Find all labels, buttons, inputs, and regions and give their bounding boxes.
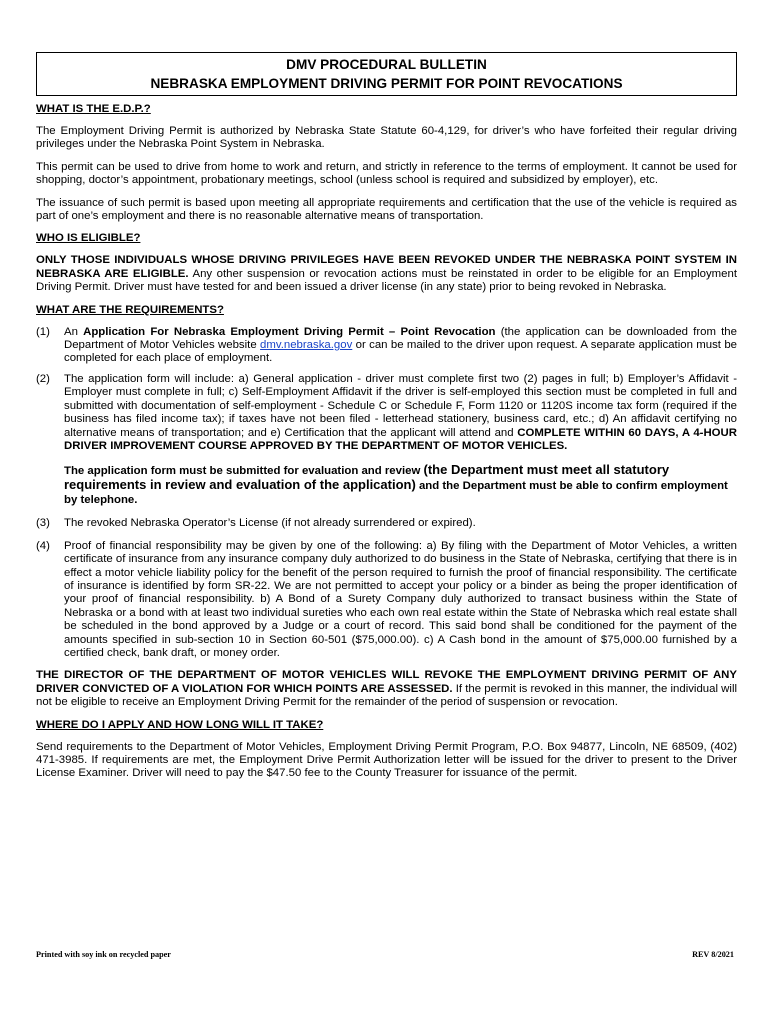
requirement-text: Proof of financial responsibility may be given by one of the following: a) By filing with the Department of Motor Vehicles, a written certificate of insurance from any insurance company duly authorized to do business in the State of Nebraska, certifying that there is in effect a motor vehicle liability policy for the benefit of the person required to furnish the proof of financial responsibility. The certificate of insurance is identified by form SR-22. We are not permitted to accept your policy or a binder as being the proper identification of your proof of financial responsibility. b) A Bond of a Surety Company duly authorized to transact business within the State of Nebraska or a bond with at least two individual sureties who each own real estate within the State of Nebraska which real estate shall be scheduled in the bond approved by a Judge or a court of record. This said bond shall be conditioned for the payment of the amounts specified in sub-section 10 in Section 60-501 ($75,000.00). c) A Cash bond in the amount of $75,000.00 furnished by a certified check, bank draft, or money order. (64, 539, 737, 659)
section-what-is-edp (36, 103, 737, 223)
document-page (36, 52, 737, 781)
requirement-2-text: The application form will include: a) General application - driver must complete first two (2) pages in full; b) Employer’s Affidavit - Employer must complete in full; c) Self-Employment Affidavit if the driver is self-employed this section must be completed in full and submitted with documentation of self-employment - Schedule C or Schedule F, Form 1120 or 1120S income tax form (required if the business has filed income tax); if taxes have not been filed - letterhead stationery, business card, etc.; d) An affidavit certifying no alternative means of transportation; and e) Certification that the applicant will attend and (64, 372, 737, 439)
edp-paragraph-3: The issuance of such permit is based upon meeting all appropriate requirements and certification that the use of the vehicle is required as part of one’s employment and there is no reasonable alternative means of transportation. (36, 196, 737, 223)
requirement-number: (2) (36, 372, 50, 385)
requirement-text (64, 326, 737, 366)
dmv-website-link[interactable]: dmv.nebraska.gov (260, 339, 353, 352)
requirement-number: (4) (36, 539, 50, 552)
page-footer (36, 950, 734, 959)
requirement-1-post: or can be mailed to the driver upon request. A separate application must be completed for each place of employment. (64, 339, 738, 365)
section-who-is-eligible (36, 232, 737, 294)
apply-paragraph: Send requirements to the Department of Motor Vehicles, Employment Driving Permit Program, P.O. Box 94877, Lincoln, NE 68509, (402) 471-3985. If requirements are met, the Employment Drive Permit Authorization letter will be issued for the driver to present to the Driver License Examiner. Driver will need to pay the $47.50 fee to the County Treasurer for issuance of the permit. (36, 740, 737, 780)
section-where-to-apply (36, 719, 737, 781)
bulletin-title: DMV PROCEDURAL BULLETIN (286, 57, 487, 72)
permit-title: NEBRASKA EMPLOYMENT DRIVING PERMIT FOR POINT REVOCATIONS (150, 76, 623, 91)
application-name: Application For Nebraska Employment Driving Permit – Point Revocation (83, 325, 496, 338)
director-text: If the permit is revoked in this manner, the individual will not be eligible to receive an Employment Driving Permit for the remainder of the period of suspension or revocation. (36, 682, 737, 709)
requirement-item-2 (36, 373, 737, 507)
requirement-number: (3) (36, 517, 50, 530)
submission-note-b: (the Department must meet all statutory requirements in review and evaluation of the application) (64, 462, 670, 493)
requirement-number: (1) (36, 325, 50, 338)
eligible-text: Any other suspension or revocation actions must be reinstated in order to be eligible for an Employment Driving Permit. Driver must have tested for and been issued a driver license (in any state) prior to being revoked in Nebraska. (36, 267, 737, 294)
recycled-paper-note: Printed with soy ink on recycled paper (36, 950, 171, 959)
edp-paragraph-1: The Employment Driving Permit is authorized by Nebraska State Statute 60-4,129, for driver’s who have forfeited their regular driving privileges under the Nebraska Point System in Nebraska. (36, 125, 737, 151)
revision-label: REV 8/2021 (692, 950, 734, 959)
submission-note (64, 463, 737, 507)
eligible-bold-text: ONLY THOSE INDIVIDUALS WHOSE DRIVING PRIVILEGES HAVE BEEN REVOKED UNDER THE NEBRASKA POINT SYSTEM IN NEBRASKA ARE ELIGIBLE. (36, 254, 737, 280)
submission-note-a: The application form must be submitted for evaluation and review (64, 465, 424, 478)
requirement-body (64, 373, 737, 507)
title-box (36, 52, 737, 96)
requirement-item-4 (36, 540, 737, 661)
submission-note-c: and the Department must be able to confirm employment by telephone. (64, 480, 728, 507)
requirement-item-3 (36, 517, 737, 530)
heading-where-to-apply: WHERE DO I APPLY AND HOW LONG WILL IT TAKE? (36, 718, 324, 731)
section-requirements (36, 304, 737, 661)
requirement-item-1 (36, 326, 737, 366)
requirement-1-pre: An (64, 325, 84, 338)
director-bold-text: THE DIRECTOR OF THE DEPARTMENT OF MOTOR VEHICLES WILL REVOKE THE EMPLOYMENT DRIVING PERMIT OF ANY DRIVER CONVICTED OF A VIOLATION FOR WHICH POINTS ARE ASSESSED. (36, 669, 737, 695)
course-requirement: COMPLETE WITHIN 60 DAYS, A 4-HOUR DRIVER IMPROVEMENT COURSE APPROVED BY THE DEPARTMENT OF MOTOR VEHICLES. (64, 426, 737, 452)
heading-requirements: WHAT ARE THE REQUIREMENTS? (36, 303, 224, 316)
heading-what-is-edp: WHAT IS THE E.D.P.? (36, 103, 151, 115)
eligible-paragraph (36, 254, 737, 294)
requirement-text: The revoked Nebraska Operator’s License (if not already surrendered or expired). (64, 517, 476, 530)
requirements-list (36, 326, 737, 661)
edp-paragraph-2: This permit can be used to drive from home to work and return, and strictly in reference to the terms of employment. It cannot be used for shopping, doctor’s appointment, probationary meetings, school (unless school is required and subsidized by employer), etc. (36, 160, 737, 187)
heading-who-is-eligible: WHO IS ELIGIBLE? (36, 232, 141, 245)
requirement-1-mid: (the application can be downloaded from the Department of Motor Vehicles website (64, 325, 737, 352)
director-paragraph (36, 669, 737, 709)
section-director-notice (36, 669, 737, 709)
requirement-text (64, 373, 737, 453)
